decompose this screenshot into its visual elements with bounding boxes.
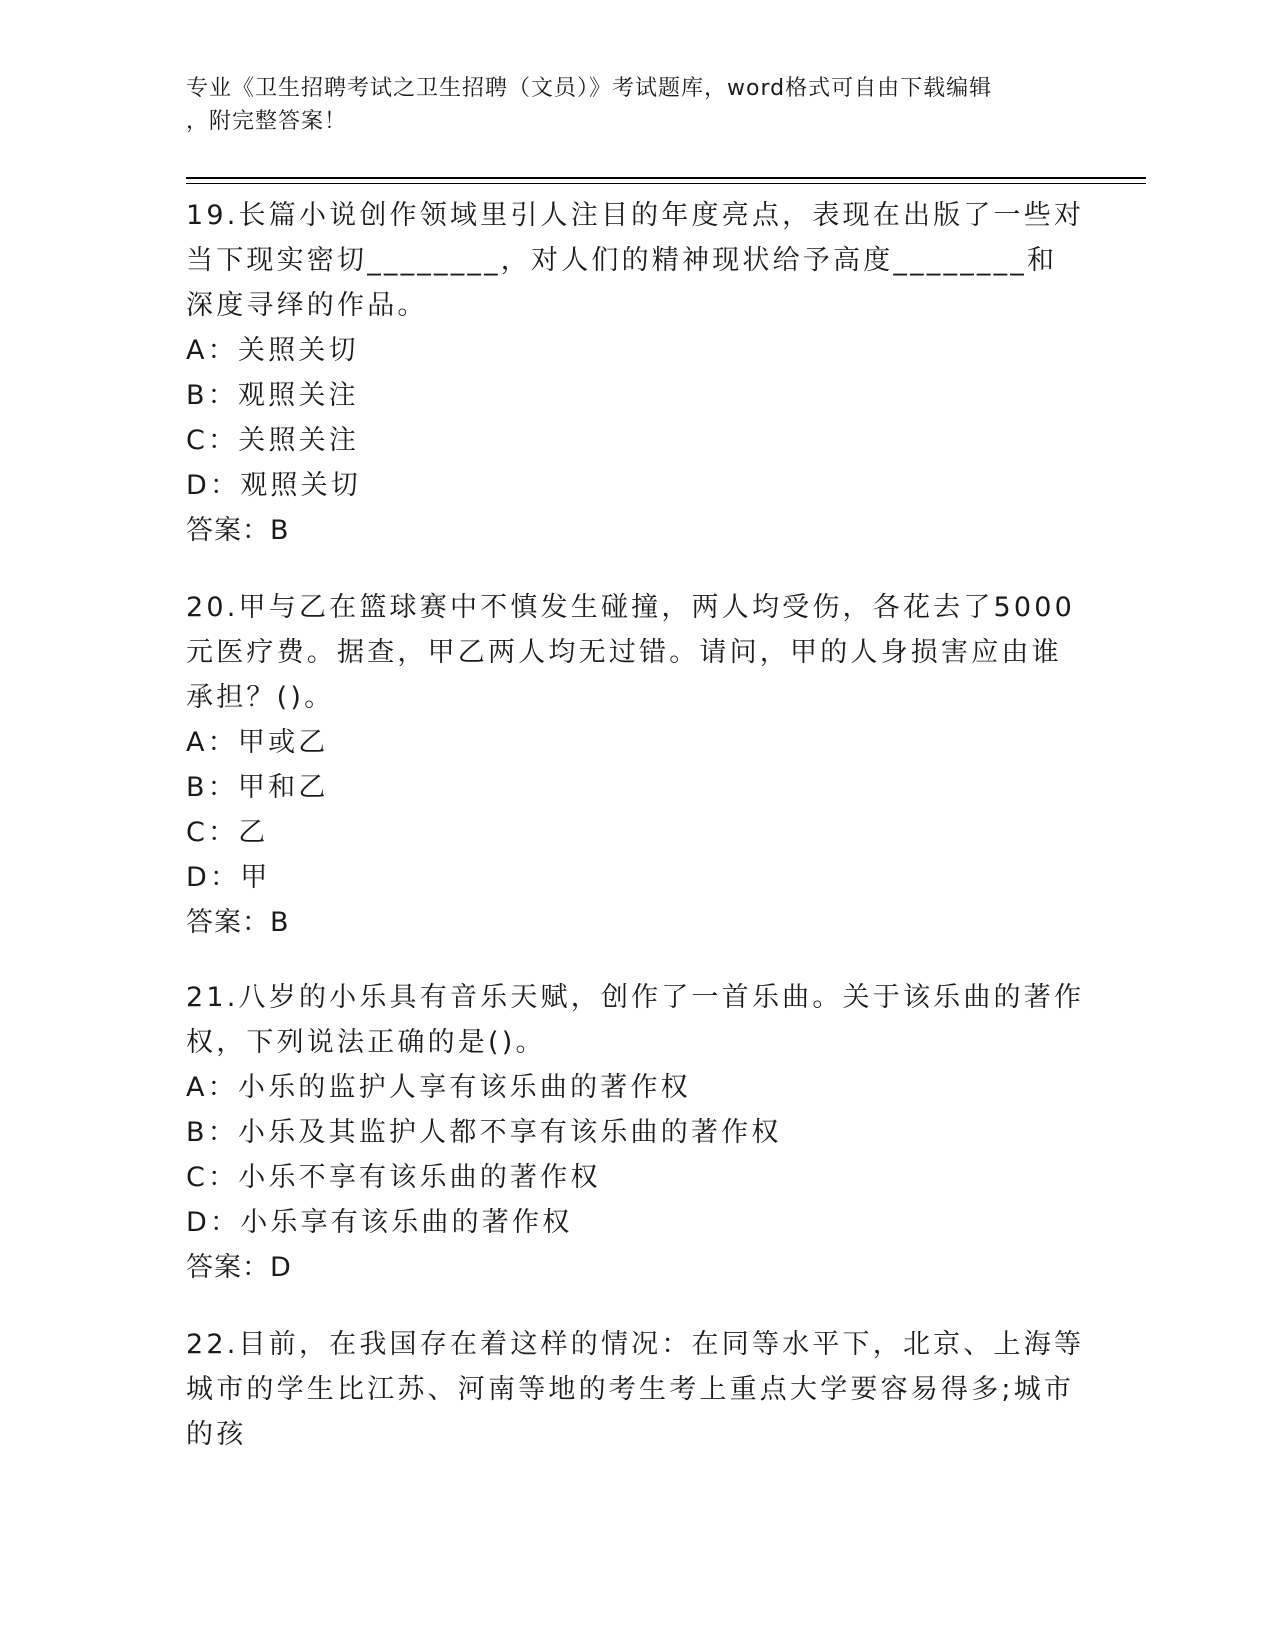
option-a: A：小乐的监护人享有该乐曲的著作权 xyxy=(186,1072,691,1103)
header-divider-thin xyxy=(186,183,1146,184)
option-c: C：关照关注 xyxy=(186,425,360,456)
question-22 xyxy=(186,1322,1086,1457)
header-divider-thick xyxy=(186,177,1146,179)
question-19 xyxy=(186,193,1086,553)
question-21 xyxy=(186,975,1086,1290)
document-header: 专业《卫生招聘考试之卫生招聘（文员）》考试题库，word格式可自由下载编辑 ，附完整答案！ xyxy=(186,76,993,134)
option-d: D：小乐享有该乐曲的著作权 xyxy=(186,1207,573,1238)
question-stem: 21.八岁的小乐具有音乐天赋，创作了一首乐曲。关于该乐曲的著作权，下列说法正确的是()。 xyxy=(186,982,1085,1058)
option-d: D：观照关切 xyxy=(186,470,361,501)
answer-line: 答案：B xyxy=(186,907,290,938)
answer-line: 答案：B xyxy=(186,515,290,546)
option-b: B：甲和乙 xyxy=(186,772,329,803)
question-20 xyxy=(186,585,1086,945)
question-stem: 20.甲与乙在篮球赛中不慎发生碰撞，两人均受伤，各花去了5000元医疗费。据查，甲乙两人均无过错。请问，甲的人身损害应由谁承担？()。 xyxy=(186,592,1076,713)
answer-line: 答案：D xyxy=(186,1252,292,1283)
option-b: B：观照关注 xyxy=(186,380,359,411)
option-c: C：小乐不享有该乐曲的著作权 xyxy=(186,1162,601,1193)
question-stem: 22.目前，在我国存在着这样的情况：在同等水平下，北京、上海等城市的学生比江苏、河南等地的考生考上重点大学要容易得多;城市的孩 xyxy=(186,1329,1085,1450)
question-stem: 19.长篇小说创作领域里引人注目的年度亮点，表现在出版了一些对当下现实密切________，对人们的精神现状给予高度________和深度寻绎的作品。 xyxy=(186,200,1085,321)
option-a: A：甲或乙 xyxy=(186,727,329,758)
option-b: B：小乐及其监护人都不享有该乐曲的著作权 xyxy=(186,1117,782,1148)
option-a: A：关照关切 xyxy=(186,335,359,366)
option-c: C：乙 xyxy=(186,817,269,848)
option-d: D：甲 xyxy=(186,862,271,893)
